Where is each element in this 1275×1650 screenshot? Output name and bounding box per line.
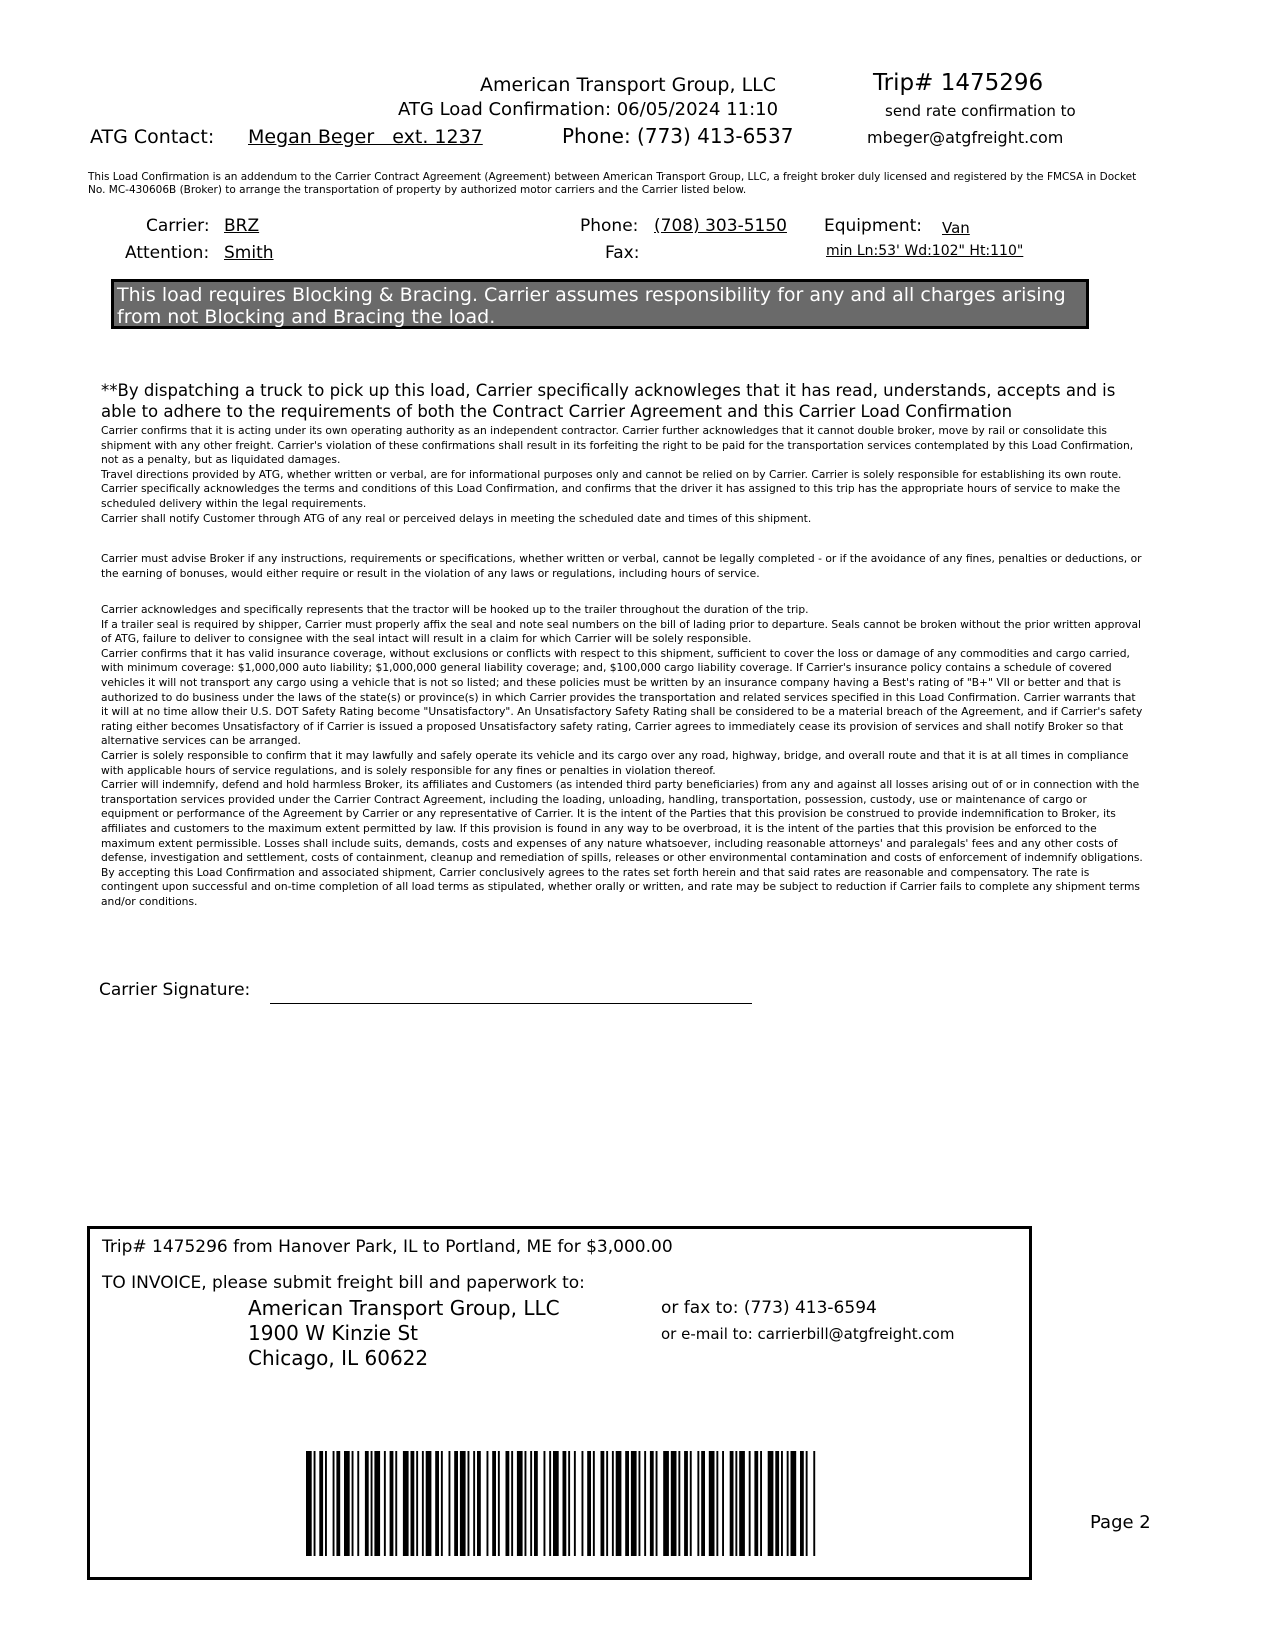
attention-label: Attention: xyxy=(125,243,210,263)
invoice-instruction: TO INVOICE, please submit freight bill and paperwork to: xyxy=(102,1273,585,1293)
fax-label: Fax: xyxy=(605,243,640,263)
confirmation-date: ATG Load Confirmation: 06/05/2024 11:10 xyxy=(398,99,779,120)
invoice-address-city: Chicago, IL 60622 xyxy=(248,1346,429,1370)
invoice-address-street: 1900 W Kinzie St xyxy=(248,1321,418,1345)
contact-phone: Phone: (773) 413-6537 xyxy=(562,124,794,148)
term-rates-accepted: By accepting this Load Confirmation and associated shipment, Carrier conclusively agrees to the rates set forth herein and that said rates are reasonable and compensatory. The rate is contingent upon successful and on-time completion of all load terms as stipulated, whether orally or written, and rate may be subject to reduction if Carrier fails to complete any shipment terms and/or conditions. xyxy=(101,865,1140,908)
term-advise-broker: Carrier must advise Broker if any instructions, requirements or specifications, whether written or verbal, cannot be legally completed - or if the avoidance of any fines, penalties or deductions, or the earning of bonuses, would either require or result in the violation of any laws or regulations, including hours of service. xyxy=(101,552,1142,580)
intro-text: This Load Confirmation is an addendum to the Carrier Contract Agreement (Agreement) between American Transport Group, LLC, a freight broker duly licensed and registered by the FMCSA in Docket No. MC-430606B (Broker) to arrange the transportation of property by authorized motor carriers and the Carrier listed below. xyxy=(88,171,1137,196)
term-lawful-operation: Carrier is solely responsible to confirm that it may lawfully and safely operate its vehicle and its cargo over any road, highway, bridge, and overall route and that it is at all times in compliance with applicable hours of service regulations, and is solely responsible for any fines or penalties in violation thereof. xyxy=(101,748,1129,777)
carrier-value: BRZ xyxy=(224,216,260,236)
terms-block-3 xyxy=(101,603,1146,909)
term-trailer-seal: If a trailer seal is required by shipper, Carrier must properly affix the seal and note seal numbers on the bill of lading prior to departure. Seals cannot be broken without the prior written approval of ATG, failure to deliver to consignee with the seal intact will result in a claim for which Carrier will be solely responsible. xyxy=(101,617,1142,646)
equipment-label: Equipment: xyxy=(824,216,923,236)
barcode xyxy=(306,1451,818,1556)
phone-label: Phone: xyxy=(580,216,639,236)
term-notify-delays: Carrier shall notify Customer through ATG of any real or perceived delays in meeting the scheduled date and times of this shipment. xyxy=(101,511,812,525)
term-travel-directions: Travel directions provided by ATG, whether written or verbal, are for informational purposes only and cannot be relied on by Carrier. Carrier is solely responsible for establishing its own route. xyxy=(101,467,1122,481)
invoice-address-name: American Transport Group, LLC xyxy=(248,1296,560,1320)
term-indemnify: Carrier will indemnify, defend and hold harmless Broker, its affiliates and Customers (as intended third party beneficiaries) from any and against all losses arising out of or in connection with the transportation services provided under the Carrier Contract Agreement, including the loading, unloading, handling, transportation, possession, custody, use or maintenance of cargo or equipment or performance of the Agreement by Carrier or any representative of Carrier. It is the intent of the Parties that this provision be construed to provide indemnification to Broker, its affiliates and customers to the maximum extent permitted by law. If this provision is found in any way to be overbroad, it is the intent of the parties that this provision be enforced to the maximum extent permissible. Losses shall include suits, demands, costs and expenses of any nature whatsoever, including reasonable attorneys' and paralegals' fees and any other costs of defense, investigation and settlement, costs of containment, cleanup and remediation of spills, releases or other environmental contamination and costs of enforcement of indemnify obligations. xyxy=(101,778,1143,865)
blocking-bracing-warning: This load requires Blocking & Bracing. Carrier assumes responsibility for any and all charges arising from not Blocking and Bracing the load. xyxy=(111,279,1089,329)
terms-block-1 xyxy=(101,424,1146,526)
invoice-address xyxy=(248,1296,560,1371)
contact-label: ATG Contact: xyxy=(90,126,215,148)
term-tractor-hooked: Carrier acknowledges and specifically represents that the tractor will be hooked up to the trailer throughout the duration of the trip. xyxy=(101,603,809,616)
signature-label: Carrier Signature: xyxy=(99,980,251,1000)
invoice-trip-line: Trip# 1475296 from Hanover Park, IL to Portland, ME for $3,000.00 xyxy=(102,1237,673,1257)
company-name: American Transport Group, LLC xyxy=(480,74,777,96)
phone-value: (708) 303-5150 xyxy=(654,216,787,236)
carrier-label: Carrier: xyxy=(146,216,210,236)
term-hours-of-service: Carrier specifically acknowledges the terms and conditions of this Load Confirmation, and confirms that the driver it has assigned to this trip has the appropriate hours of service to make the scheduled delivery within the legal requirements. xyxy=(101,482,1121,510)
send-rate-note: send rate confirmation to xyxy=(885,102,1076,120)
trip-number: Trip# 1475296 xyxy=(873,70,1044,96)
signature-line[interactable] xyxy=(270,1003,752,1004)
term-operating-authority: Carrier confirms that it is acting under its own operating authority as an independent contractor. Carrier further acknowledges that it cannot double broker, move by rail or consolidate this shipment with any other freight. Carrier's violation of these confirmations shall result in its forfeiting the right to be paid for the transportation services contemplated by this Load Confirmation, not as a penalty, but as liquidated damages. xyxy=(101,424,1134,467)
page-number: Page 2 xyxy=(1090,1512,1151,1533)
equipment-dimensions: min Ln:53' Wd:102" Ht:110" xyxy=(826,243,1024,259)
invoice-fax: or fax to: (773) 413-6594 xyxy=(661,1298,877,1318)
equipment-value: Van xyxy=(942,219,970,237)
contact-email[interactable]: mbeger@atgfreight.com xyxy=(867,128,1064,147)
dispatch-acknowledgement: **By dispatching a truck to pick up this load, Carrier specifically acknowleges that it has read, understands, accepts and is able to adhere to the requirements of both the Contract Carrier Agreement and this Carrier Load Confirmation xyxy=(101,381,1116,421)
invoice-email[interactable]: or e-mail to: carrierbill@atgfreight.com xyxy=(661,1325,955,1343)
term-insurance: Carrier confirms that it has valid insurance coverage, without exclusions or conflicts with respect to this shipment, sufficient to cover the loss or damage of any commodities and cargo carried, with minimum coverage: $1,000,000 auto liability; $1,000,000 general liability coverage; and, $100,000 cargo liability coverage. If Carrier's insurance policy contains a schedule of covered vehicles it will not transport any cargo using a vehicle that is not so listed; and these policies must be written by an insurance company having a Best's rating of "B+" VII or better and that is authorized to do business under the laws of the state(s) or province(s) in which Carrier provides the transportation and related services specified in this Load Confirmation. Carrier warrants that it will at no time allow their U.S. DOT Safety Rating become "Unsatisfactory". An Unsatisfactory Safety Rating shall be considered to be a material breach of the Agreement, and if Carrier's safety rating either becomes Unsatisfactory of if Carrier is issued a proposed Unsatisfactory safety rating, Carrier agrees to immediately cease its provision of services and shall notify Broker so that alternative services can be arranged. xyxy=(101,646,1143,748)
attention-value: Smith xyxy=(224,243,274,263)
terms-block-2 xyxy=(101,552,1146,581)
contact-name: Megan Beger ext. 1237 xyxy=(248,126,483,148)
